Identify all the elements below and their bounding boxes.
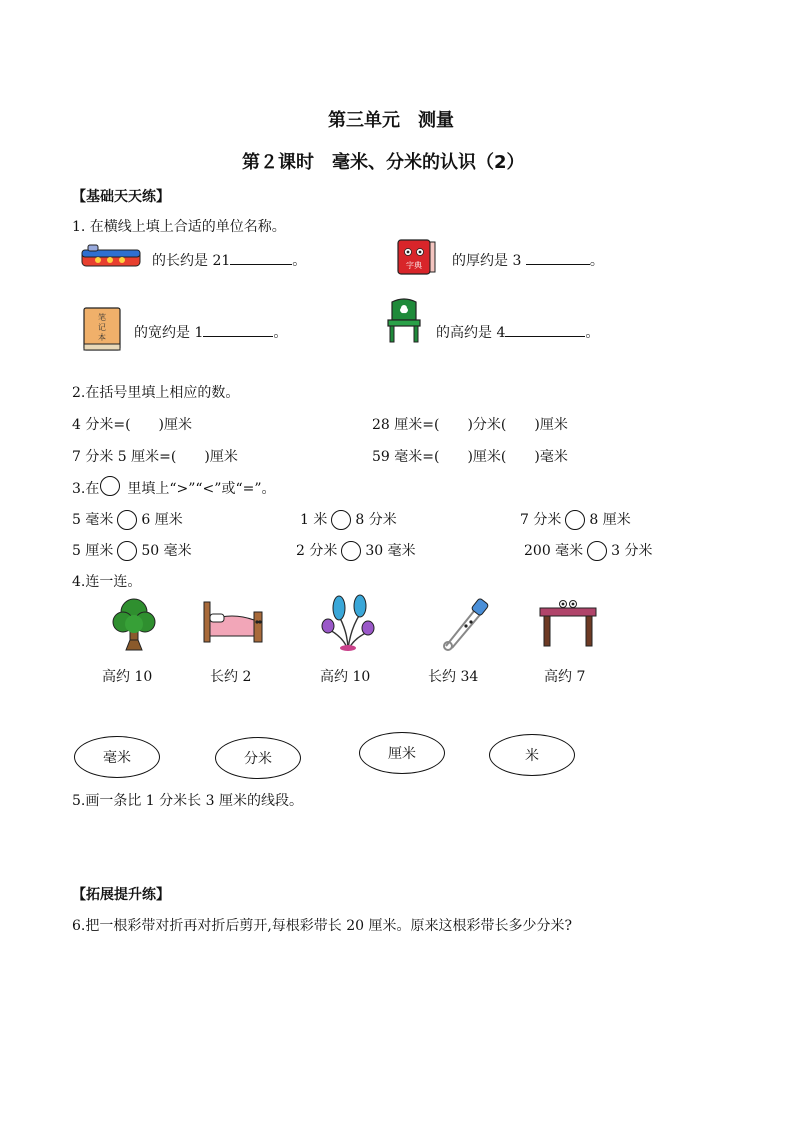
q1-item-dictionary: 的厚约是 3 。 <box>452 250 604 270</box>
q1-item-pencil-case: 的长约是 21 。 <box>152 250 306 270</box>
q1-item-text: 的长约是 21 <box>152 253 231 269</box>
q2-item[interactable]: 28 厘米=( )分米( )厘米 <box>372 417 568 433</box>
comparison-circle[interactable] <box>565 510 585 530</box>
dictionary-icon <box>392 236 440 278</box>
comparison-circle[interactable] <box>117 541 137 561</box>
q3-item: 1 米 8 分米 <box>300 512 397 528</box>
q1-item-chair: 的高约是 4 。 <box>436 322 599 342</box>
unit-oval[interactable]: 米 <box>489 734 575 776</box>
q4-prompt: 4.连一连。 <box>72 574 142 590</box>
q3-item: 2 分米 30 毫米 <box>296 543 416 559</box>
notebook-icon-text-2: 记 <box>98 323 106 332</box>
q4-label: 长约 34 <box>428 669 479 685</box>
q1-item-text: 的厚约是 3 <box>452 253 526 269</box>
comparison-circle[interactable] <box>331 510 351 530</box>
q3-item: 5 厘米 50 毫米 <box>72 543 192 559</box>
chair-icon <box>384 298 424 344</box>
safety-pin-icon <box>440 596 490 650</box>
section-basic: 【基础天天练】 <box>72 189 170 205</box>
comparison-circle[interactable] <box>341 541 361 561</box>
q3-prompt: 3.在 里填上“>”“<”或“=”。 <box>72 481 276 497</box>
q2-item[interactable]: 59 毫米=( )厘米( )毫米 <box>372 449 568 465</box>
q3-item: 5 毫米 6 厘米 <box>72 512 183 528</box>
q4-label: 高约 10 <box>102 669 153 685</box>
answer-blank[interactable] <box>203 322 273 337</box>
pencil-case-icon <box>80 242 142 270</box>
q1-item-text: 的高约是 4 <box>436 325 506 341</box>
bed-icon <box>202 598 266 646</box>
comparison-circle[interactable] <box>117 510 137 530</box>
q4-label: 高约 7 <box>544 669 586 685</box>
q1-item-text: 的宽约是 1 <box>134 325 204 341</box>
answer-blank[interactable] <box>505 322 585 337</box>
tree-icon <box>112 596 156 652</box>
q3-item: 200 毫米 3 分米 <box>524 543 653 559</box>
q1-prompt: 1. 在横线上填上合适的单位名称。 <box>72 219 286 235</box>
unit-oval[interactable]: 毫米 <box>74 736 160 778</box>
section-extend: 【拓展提升练】 <box>72 887 170 903</box>
unit-oval[interactable]: 厘米 <box>359 732 445 774</box>
table-icon <box>536 598 600 648</box>
q2-prompt: 2.在括号里填上相应的数。 <box>72 385 240 401</box>
notebook-icon <box>80 306 124 352</box>
q2-item[interactable]: 4 分米=( )厘米 <box>72 417 193 433</box>
answer-blank[interactable] <box>230 250 292 265</box>
comparison-circle[interactable] <box>587 541 607 561</box>
q4-label: 长约 2 <box>210 669 252 685</box>
notebook-icon-text-1: 笔 <box>98 313 106 322</box>
q1-item-notebook: 的宽约是 1 。 <box>134 322 287 342</box>
q5-prompt: 5.画一条比 1 分米长 3 厘米的线段。 <box>72 793 303 809</box>
q3-item: 7 分米 8 厘米 <box>520 512 631 528</box>
q4-label: 高约 10 <box>320 669 371 685</box>
lesson-title: 第２课时 毫米、分米的认识（2） <box>242 152 525 173</box>
q2-item[interactable]: 7 分米 5 厘米=( )厘米 <box>72 449 238 465</box>
unit-oval[interactable]: 分米 <box>215 737 301 779</box>
answer-blank[interactable] <box>526 250 590 265</box>
comparison-circle-icon <box>100 476 120 496</box>
notebook-icon-text-3: 本 <box>98 333 106 342</box>
unit-title: 第三单元 测量 <box>328 110 454 131</box>
feather-icon <box>320 594 376 652</box>
q6-prompt: 6.把一根彩带对折再对折后剪开,每根彩带长 20 厘米。原来这根彩带长多少分米? <box>72 918 573 934</box>
dictionary-icon-text: 字典 <box>406 261 422 270</box>
